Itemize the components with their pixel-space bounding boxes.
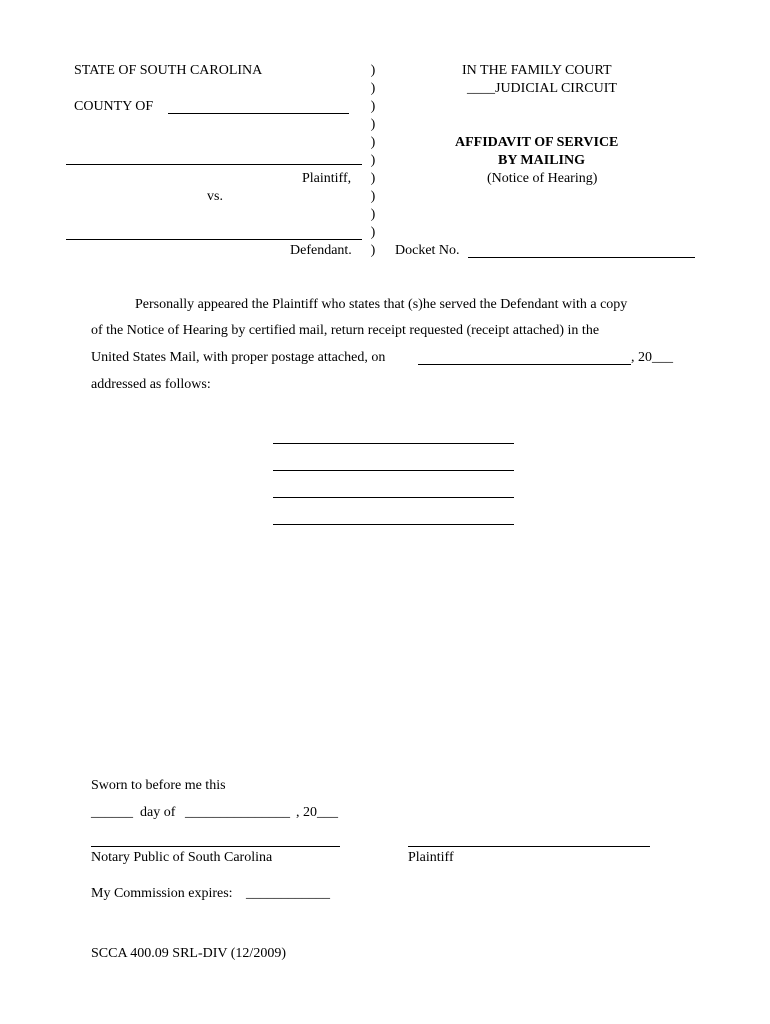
oath-year-suffix: , 20___ xyxy=(296,805,338,820)
body-line-4: addressed as follows: xyxy=(91,377,211,392)
form-id: SCCA 400.09 SRL-DIV (12/2009) xyxy=(91,946,286,961)
mailing-date-field[interactable] xyxy=(418,364,631,365)
court-name: IN THE FAMILY COURT xyxy=(462,63,612,78)
month-blank[interactable]: _______________ xyxy=(185,805,290,820)
document-subtitle: BY MAILING xyxy=(498,153,585,168)
judicial-circuit: ____JUDICIAL CIRCUIT xyxy=(467,81,617,96)
caption-bracket: ) xyxy=(370,207,376,222)
plaintiff-name-field[interactable] xyxy=(66,164,362,165)
body-line-1: Personally appeared the Plaintiff who states that (s)he served the Defendant with a copy xyxy=(135,297,628,312)
caption-bracket: ) xyxy=(370,81,376,96)
notary-label: Notary Public of South Carolina xyxy=(91,850,273,865)
plaintiff-label: Plaintiff, xyxy=(302,171,352,186)
plaintiff-signature-label: Plaintiff xyxy=(408,850,454,865)
county-field[interactable] xyxy=(168,113,349,114)
defendant-label: Defendant. xyxy=(290,243,352,258)
county-label: COUNTY OF xyxy=(74,99,154,114)
commission-label: My Commission expires: xyxy=(91,886,233,901)
address-line-1-field[interactable] xyxy=(273,443,514,444)
body-line-2: of the Notice of Hearing by certified mail, return receipt requested (receipt attached) in the xyxy=(91,323,600,338)
docket-label: Docket No. xyxy=(395,243,460,258)
caption-bracket: ) xyxy=(370,117,376,132)
day-of-label: day of xyxy=(140,805,176,820)
document-note: (Notice of Hearing) xyxy=(487,171,598,186)
caption-bracket: ) xyxy=(370,189,376,204)
caption-bracket: ) xyxy=(370,171,376,186)
body-line-3: United States Mail, with proper postage attached, on xyxy=(91,350,386,365)
caption-bracket: ) xyxy=(370,153,376,168)
address-line-2-field[interactable] xyxy=(273,470,514,471)
docket-number-field[interactable] xyxy=(468,257,695,258)
caption-bracket: ) xyxy=(370,225,376,240)
caption-bracket: ) xyxy=(370,135,376,150)
commission-date-blank[interactable]: ____________ xyxy=(246,886,330,901)
defendant-name-field[interactable] xyxy=(66,239,362,240)
notary-signature-field[interactable] xyxy=(91,846,340,847)
document-title: AFFIDAVIT OF SERVICE xyxy=(455,135,619,150)
year-suffix: , 20___ xyxy=(631,350,673,365)
address-line-4-field[interactable] xyxy=(273,524,514,525)
caption-bracket: ) xyxy=(370,99,376,114)
caption-bracket: ) xyxy=(370,243,376,258)
caption-bracket: ) xyxy=(370,63,376,78)
day-blank[interactable]: ______ xyxy=(91,805,133,820)
vs-label: vs. xyxy=(207,189,223,204)
plaintiff-signature-field[interactable] xyxy=(408,846,650,847)
sworn-text: Sworn to before me this xyxy=(91,778,226,793)
address-line-3-field[interactable] xyxy=(273,497,514,498)
state-name: STATE OF SOUTH CAROLINA xyxy=(74,63,263,78)
